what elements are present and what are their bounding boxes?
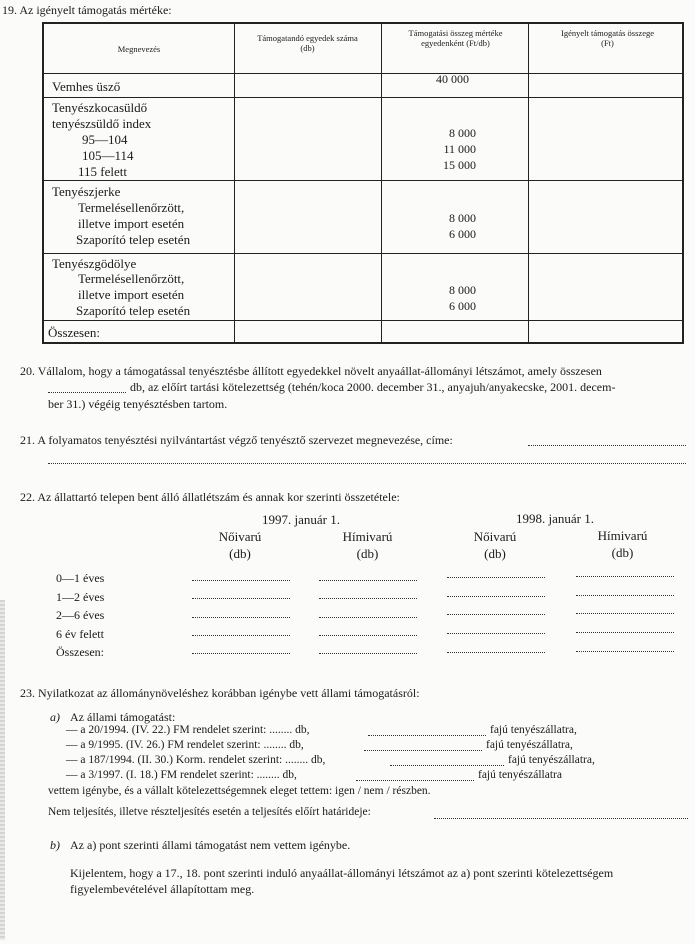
regulation-species-field[interactable] xyxy=(364,750,482,751)
declaration-line-1: Kijelentem, hogy a 17., 18. pont szerinti induló anyaállat-állományi létszámot az a) pont szerinti kötelezettségem xyxy=(70,866,614,880)
field-6plus-female-1997[interactable] xyxy=(192,635,290,636)
row-jerke-label-3: illetve import esetén xyxy=(78,216,185,231)
regulation-item: — a 3/1997. (I. 18.) FM rendelet szerint: ........ db, xyxy=(66,769,297,781)
section-21-text: 21. A folyamatos tenyésztési nyilvántartást végző tenyésztő szervezet megnevezése, címe: xyxy=(20,433,453,447)
field-total-male-1997[interactable] xyxy=(319,653,417,654)
field-6plus-male-1997[interactable] xyxy=(319,635,417,636)
section-20-line-1: 20. Vállalom, hogy a támogatással tenyésztésbe állított egyedekkel növelt anyaállat-állományi létszámot, amely összesen xyxy=(20,364,602,378)
table-right-border xyxy=(682,22,684,344)
row-godolye-label-2: Termelésellenőrzött, xyxy=(78,271,185,286)
field-0-1-male-1997[interactable] xyxy=(319,580,417,581)
row-jerke-label-1: Tenyészjerke xyxy=(52,184,121,199)
field-0-1-male-1998[interactable] xyxy=(576,576,674,577)
section-23-title: 23. Nyilatkozat az állománynöveléshez korábban igénybe vett állami támogatásról: xyxy=(20,686,420,700)
field-1-2-female-1998[interactable] xyxy=(447,596,545,597)
regulation-species-field[interactable] xyxy=(390,765,504,766)
field-total-female-1998[interactable] xyxy=(447,652,545,653)
table-col-divider xyxy=(234,22,235,344)
deadline-field[interactable] xyxy=(434,818,688,819)
row-jerke-rate-1: 8 000 xyxy=(449,211,476,225)
row-godolye-label-1: Tenyészgödölye xyxy=(52,256,137,271)
row-koca-label-3: 95—104 xyxy=(82,132,128,147)
row-godolye-rate-2: 6 000 xyxy=(449,299,476,313)
age-row-label: 6 év felett xyxy=(56,627,104,641)
regulation-species-field[interactable] xyxy=(356,780,474,781)
header-count: Támogatandó egyedek száma (db) xyxy=(257,33,358,53)
age-row-label: Összesen: xyxy=(56,645,104,659)
header-rate: Támogatási összeg mértéke egyedenként (Ft/db) xyxy=(408,28,503,48)
subpoint-a-label: a) xyxy=(50,710,60,724)
table-row-divider xyxy=(42,97,683,98)
field-2-6-male-1997[interactable] xyxy=(319,617,417,618)
col-female-1998: Nőivarú xyxy=(473,529,517,544)
regulation-species-field[interactable] xyxy=(368,735,486,736)
age-row-label: 1—2 éves xyxy=(56,590,105,604)
section-21-address-field[interactable] xyxy=(48,463,686,464)
row-vemhes-rate: 40 000 xyxy=(436,72,469,86)
section-21-name-field[interactable] xyxy=(528,445,686,446)
deadline-label: Nem teljesítés, illetve részteljesítés esetén a teljesítés előírt határideje: xyxy=(48,806,371,818)
regulation-item: — a 20/1994. (IV. 22.) FM rendelet szerint: ........ db, xyxy=(66,724,310,736)
row-koca-rate-2: 11 000 xyxy=(443,142,476,156)
section-20-line-2: db, az előírt tartási kötelezettség (tehén/koca 2000. december 31., anyajuh/anyakecske, 2001. decem- xyxy=(130,380,616,394)
row-jerke-label-4: Szaporító telep esetén xyxy=(76,232,191,247)
row-godolye-label-3: illetve import esetén xyxy=(78,287,185,302)
field-6plus-female-1998[interactable] xyxy=(447,633,545,634)
declaration-line-2: figyelembevételével állapítottam meg. xyxy=(70,882,255,896)
row-koca-rate-3: 15 000 xyxy=(443,158,476,172)
col-male-1998: Hímivarú xyxy=(597,528,648,543)
subpoint-a-intro: Az állami támogatást: xyxy=(70,710,176,724)
field-total-female-1997[interactable] xyxy=(192,653,290,654)
regulation-item-suffix: fajú tenyészállatra, xyxy=(490,724,577,736)
row-jerke-label-2: Termelésellenőrzött, xyxy=(78,200,185,215)
col-unit-3: (db) xyxy=(484,546,506,561)
field-2-6-female-1997[interactable] xyxy=(192,617,290,618)
section-20-line-3: ber 31.) végéig tenyésztésben tartom. xyxy=(48,397,228,411)
regulation-item: — a 9/1995. (IV. 26.) FM rendelet szerint: ........ db, xyxy=(66,739,304,751)
header-claimed: Igényelt támogatás összege (Ft) xyxy=(561,28,654,48)
field-1-2-male-1998[interactable] xyxy=(576,595,674,596)
table-bottom-border xyxy=(42,342,683,344)
header-name: Megnevezés xyxy=(117,44,161,54)
section-19-title: 19. Az igényelt támogatás mértéke: xyxy=(2,3,172,17)
age-row-label: 0—1 éves xyxy=(56,571,105,585)
col-female-1997: Nőivarú xyxy=(218,529,262,544)
row-koca-label-4: 105—114 xyxy=(82,148,134,163)
row-koca-label-2: tenyészsüldő index xyxy=(52,116,152,131)
row-koca-label-1: Tenyészkocasüldő xyxy=(52,100,148,115)
row-koca-rate-1: 8 000 xyxy=(449,126,476,140)
table-row-divider xyxy=(42,320,683,321)
table-header-divider xyxy=(42,73,683,74)
row-godolye-label-4: Szaporító telep esetén xyxy=(76,303,191,318)
subpoint-b-label: b) xyxy=(50,838,60,852)
col-unit-4: (db) xyxy=(611,545,634,560)
field-1-2-male-1997[interactable] xyxy=(319,598,417,599)
row-jerke-rate-2: 6 000 xyxy=(449,227,476,241)
age-row-label: 2—6 éves xyxy=(56,608,105,622)
row-koca-label-5: 115 felett xyxy=(78,164,127,179)
field-1-2-female-1997[interactable] xyxy=(192,598,290,599)
table-col-divider xyxy=(528,22,529,344)
table-row-divider xyxy=(42,253,683,254)
field-0-1-female-1998[interactable] xyxy=(447,577,545,578)
scan-edge-shadow xyxy=(0,600,5,940)
regulation-item-suffix: fajú tenyészállatra, xyxy=(486,739,573,751)
table-top-border xyxy=(42,22,683,24)
field-2-6-female-1998[interactable] xyxy=(447,614,545,615)
field-6plus-male-1998[interactable] xyxy=(576,632,674,633)
table-row-divider xyxy=(42,180,683,181)
used-statement: vettem igénybe, és a vállalt kötelezettségemnek eleget tettem: igen / nem / részben. xyxy=(48,785,431,797)
subpoint-b-text: Az a) pont szerinti állami támogatást nem vettem igénybe. xyxy=(70,838,351,852)
date-1998: 1998. január 1. xyxy=(516,511,594,526)
row-vemhes-label: Vemhes üsző xyxy=(52,79,121,94)
section-22-text: 22. Az állattartó telepen bent álló állatlétszám és annak kor szerinti összetétele: xyxy=(20,490,400,504)
regulation-item-suffix: fajú tenyészállatra xyxy=(478,769,562,781)
col-male-1997: Hímivarú xyxy=(342,529,393,544)
table-left-border xyxy=(42,22,44,344)
section-20-count-field[interactable] xyxy=(48,392,126,393)
field-0-1-female-1997[interactable] xyxy=(192,580,290,581)
col-unit-2: (db) xyxy=(356,546,379,561)
regulation-item: — a 187/1994. (II. 30.) Korm. rendelet szerint: ........ db, xyxy=(66,754,326,766)
regulation-item-suffix: fajú tenyészállatra, xyxy=(508,754,595,766)
row-total-label: Összesen: xyxy=(48,325,100,340)
col-unit-1: (db) xyxy=(229,546,251,561)
table-col-divider xyxy=(381,22,382,344)
row-godolye-rate-1: 8 000 xyxy=(449,283,476,297)
date-1997: 1997. január 1. xyxy=(262,512,340,527)
field-2-6-male-1998[interactable] xyxy=(576,613,674,614)
field-total-male-1998[interactable] xyxy=(576,651,674,652)
